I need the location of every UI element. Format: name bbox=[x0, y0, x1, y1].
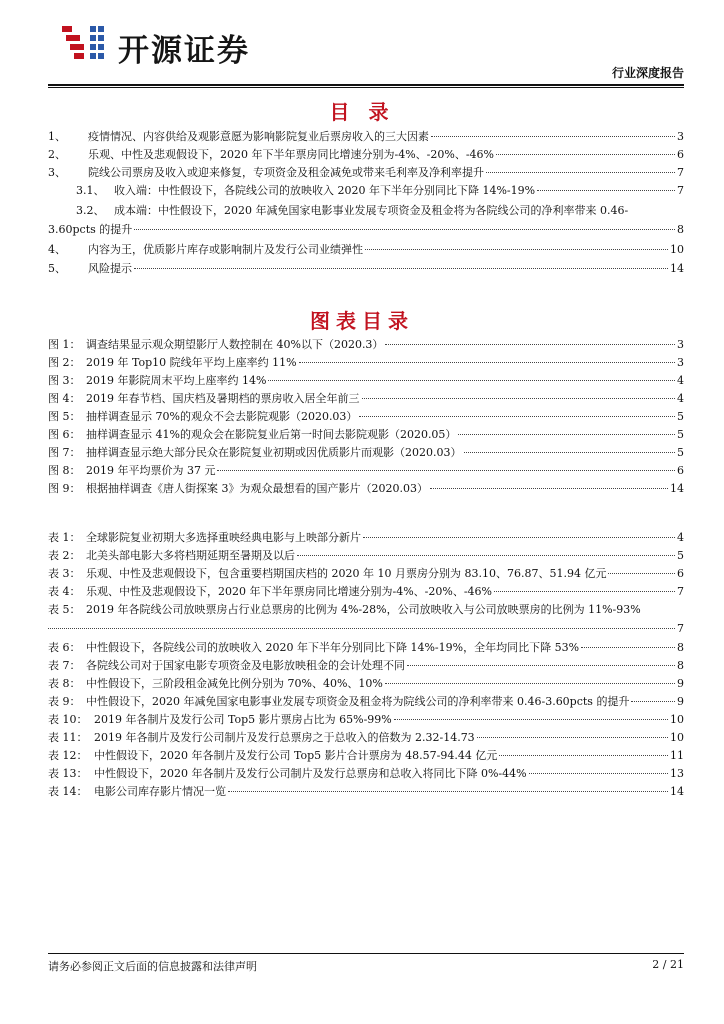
table-item[interactable]: 表 14： 电影公司库存影片情况一览 14 bbox=[48, 785, 684, 798]
page-header bbox=[48, 14, 684, 84]
table-item[interactable]: 表 9： 中性假设下，2020 年减免国家电影事业发展专项资金及租金将为院线公司的净利率带来 0.46-3.60pcts 的提升 9 bbox=[48, 695, 684, 708]
header-rule-thin bbox=[48, 87, 684, 88]
footer-rule bbox=[48, 953, 684, 954]
figure-item[interactable]: 图 3： 2019 年影院周末平均上座率约 14% 4 bbox=[48, 374, 684, 387]
table-item-continuation[interactable]: 7 bbox=[48, 621, 684, 637]
report-type-label: 行业深度报告 bbox=[611, 66, 684, 80]
toc-subitem[interactable]: 3.2、 成本端：中性假设下，2020 年减免国家电影事业发展专项资金及租金将为各院线公司的净利率带来 0.46- bbox=[76, 204, 629, 217]
figure-item[interactable]: 图 9： 根据抽样调查《唐人街探案 3》为观众最想看的国产影片（2020.03） 14 bbox=[48, 482, 684, 495]
table-item[interactable]: 表 3： 乐观、中性及悲观假设下，包含重要档期国庆档的 2020 年 10 月票房分别为 83.10、76.87、51.94 亿元 6 bbox=[48, 567, 684, 580]
toc-item[interactable]: 1、 疫情情况、内容供给及观影意愿为影响影院复业后票房收入的三大因素 3 bbox=[48, 130, 684, 143]
table-item[interactable]: 表 11： 2019 年各制片及发行公司制片及发行总票房之于总收入的倍数为 2.32-14.73 10 bbox=[48, 731, 684, 744]
header-rule bbox=[48, 84, 684, 86]
figure-item[interactable]: 图 4： 2019 年春节档、国庆档及暑期档的票房收入居全年前三 4 bbox=[48, 392, 684, 405]
toc-item[interactable]: 4、 内容为王，优质影片库存或影响制片及发行公司业绩弹性 10 bbox=[48, 243, 684, 256]
toc-subitem[interactable]: 3.1、 收入端：中性假设下，各院线公司的放映收入 2020 年下半年分别同比下降 14%-19% 7 bbox=[76, 184, 684, 197]
table-item[interactable]: 表 2： 北美头部电影大多将档期延期至暑期及以后 5 bbox=[48, 549, 684, 562]
table-item[interactable]: 表 8： 中性假设下，三阶段租金减免比例分别为 70%、40%、10% 9 bbox=[48, 677, 684, 690]
logo-mark-icon bbox=[60, 22, 112, 64]
figure-item[interactable]: 图 2： 2019 年 Top10 院线年平均上座率约 11% 3 bbox=[48, 356, 684, 369]
table-item[interactable]: 表 6： 中性假设下，各院线公司的放映收入 2020 年下半年分别同比下降 14%-19%，全年均同比下降 53% 8 bbox=[48, 641, 684, 654]
table-item[interactable]: 表 10： 2019 年各制片及发行公司 Top5 影片票房占比为 65%-99% 10 bbox=[48, 713, 684, 726]
table-item[interactable]: 表 12： 中性假设下，2020 年各制片及发行公司 Top5 影片合计票房为 48.57-94.44 亿元 11 bbox=[48, 749, 684, 762]
toc-item[interactable]: 3、 院线公司票房及收入或迎来修复，专项资金及租金减免或带来毛利率及净利率提升 7 bbox=[48, 166, 684, 179]
toc-item[interactable]: 5、 风险提示 14 bbox=[48, 262, 684, 275]
figure-item[interactable]: 图 5： 抽样调查显示 70%的观众不会去影院观影（2020.03） 5 bbox=[48, 410, 684, 423]
company-logo bbox=[48, 14, 288, 70]
figure-item[interactable]: 图 7： 抽样调查显示绝大部分民众在影院复业初期或因优质影片而观影（2020.03） 5 bbox=[48, 446, 684, 459]
footer-disclaimer: 请务必参阅正文后面的信息披露和法律声明 bbox=[48, 960, 257, 973]
figure-item[interactable]: 图 8： 2019 年平均票价为 37 元 6 bbox=[48, 464, 684, 477]
figures-title: 图表目录 bbox=[310, 309, 414, 333]
page-number: 2 / 21 bbox=[652, 958, 684, 971]
toc-title: 目 录 bbox=[329, 100, 395, 124]
toc-item[interactable]: 2、 乐观、中性及悲观假设下，2020 年下半年票房同比增速分别为-4%、-20%、-46% 6 bbox=[48, 148, 684, 161]
table-item[interactable]: 表 4： 乐观、中性及悲观假设下，2020 年下半年票房同比增速分别为-4%、-20%、-46% 7 bbox=[48, 585, 684, 598]
table-item[interactable]: 表 1： 全球影院复业初期大多选择重映经典电影与上映部分新片 4 bbox=[48, 531, 684, 544]
table-item[interactable]: 表 13： 中性假设下，2020 年各制片及发行公司制片及发行总票房和总收入将同比下降 0%-44% 13 bbox=[48, 767, 684, 780]
figure-item[interactable]: 图 6： 抽样调查显示 41%的观众会在影院复业后第一时间去影院观影（2020.05） 5 bbox=[48, 428, 684, 441]
toc-subitem-continuation[interactable]: 3.60pcts 的提升 8 bbox=[48, 223, 684, 236]
table-item[interactable]: 表 7： 各院线公司对于国家电影专项资金及电影放映租金的会计处理不同 8 bbox=[48, 659, 684, 672]
brand-name: 开源证券 bbox=[118, 33, 250, 69]
figure-item[interactable]: 图 1： 调查结果显示观众期望影厅人数控制在 40%以下（2020.3） 3 bbox=[48, 338, 684, 351]
table-item[interactable]: 表 5： 2019 年各院线公司放映票房占行业总票房的比例为 4%-28%，公司放映收入与公司放映票房的比例为 11%-93% bbox=[48, 603, 641, 616]
